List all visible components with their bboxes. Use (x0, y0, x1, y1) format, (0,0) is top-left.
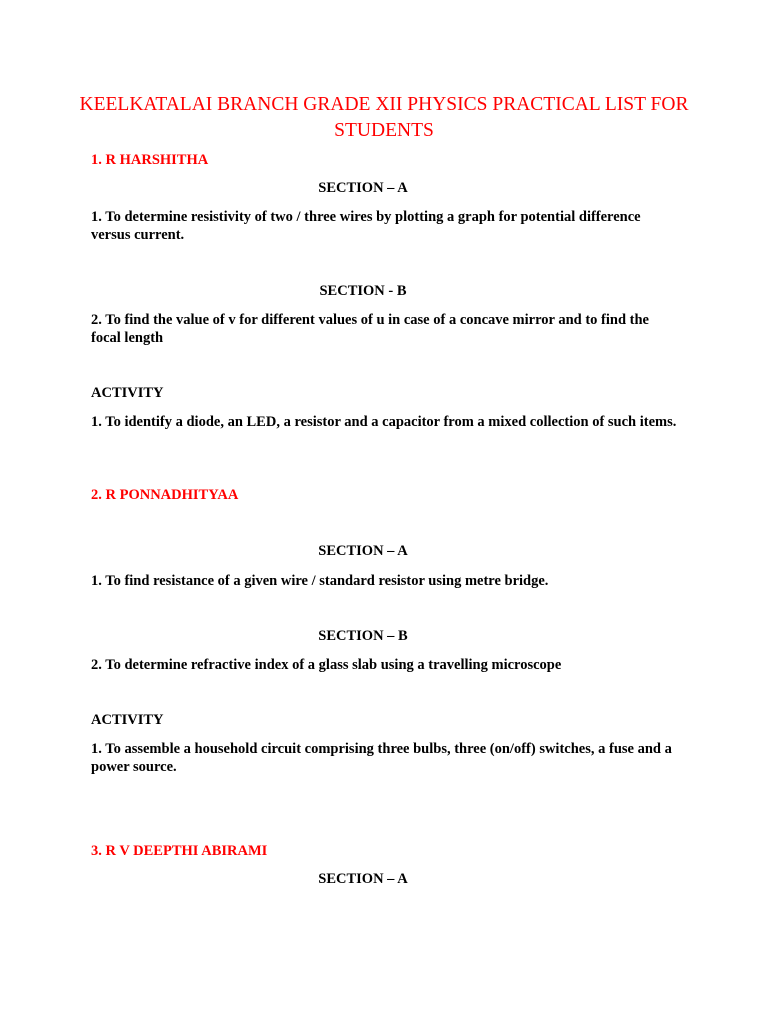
section-heading: SECTION - B (319, 283, 407, 299)
experiment-item: 1. To find resistance of a given wire / standard resistor using metre bridge. (91, 573, 549, 589)
section-heading: SECTION – A (318, 871, 408, 887)
student-name: 1. R HARSHITHA (91, 152, 209, 168)
section-heading: SECTION – B (318, 628, 408, 644)
activity-item: 1. To assemble a household circuit comprising three bulbs, three (on/off) switches, a fuse and a power source. (91, 741, 672, 775)
activity-heading: ACTIVITY (91, 712, 164, 728)
section-heading: SECTION – A (318, 180, 408, 196)
experiment-item: 2. To find the value of v for different values of u in case of a concave mirror and to find the focal length (91, 312, 649, 346)
student-name: 2. R PONNADHITYAA (91, 487, 239, 503)
section-heading: SECTION – A (318, 543, 408, 559)
experiment-item: 1. To determine resistivity of two / three wires by plotting a graph for potential difference versus current. (91, 209, 641, 243)
experiment-item: 2. To determine refractive index of a glass slab using a travelling microscope (91, 657, 562, 673)
activity-heading: ACTIVITY (91, 385, 164, 401)
page-title: KEELKATALAI BRANCH GRADE XII PHYSICS PRACTICAL LIST FOR STUDENTS (79, 94, 689, 141)
student-name: 3. R V DEEPTHI ABIRAMI (91, 843, 268, 859)
activity-item: 1. To identify a diode, an LED, a resistor and a capacitor from a mixed collection of such items. (91, 414, 677, 430)
